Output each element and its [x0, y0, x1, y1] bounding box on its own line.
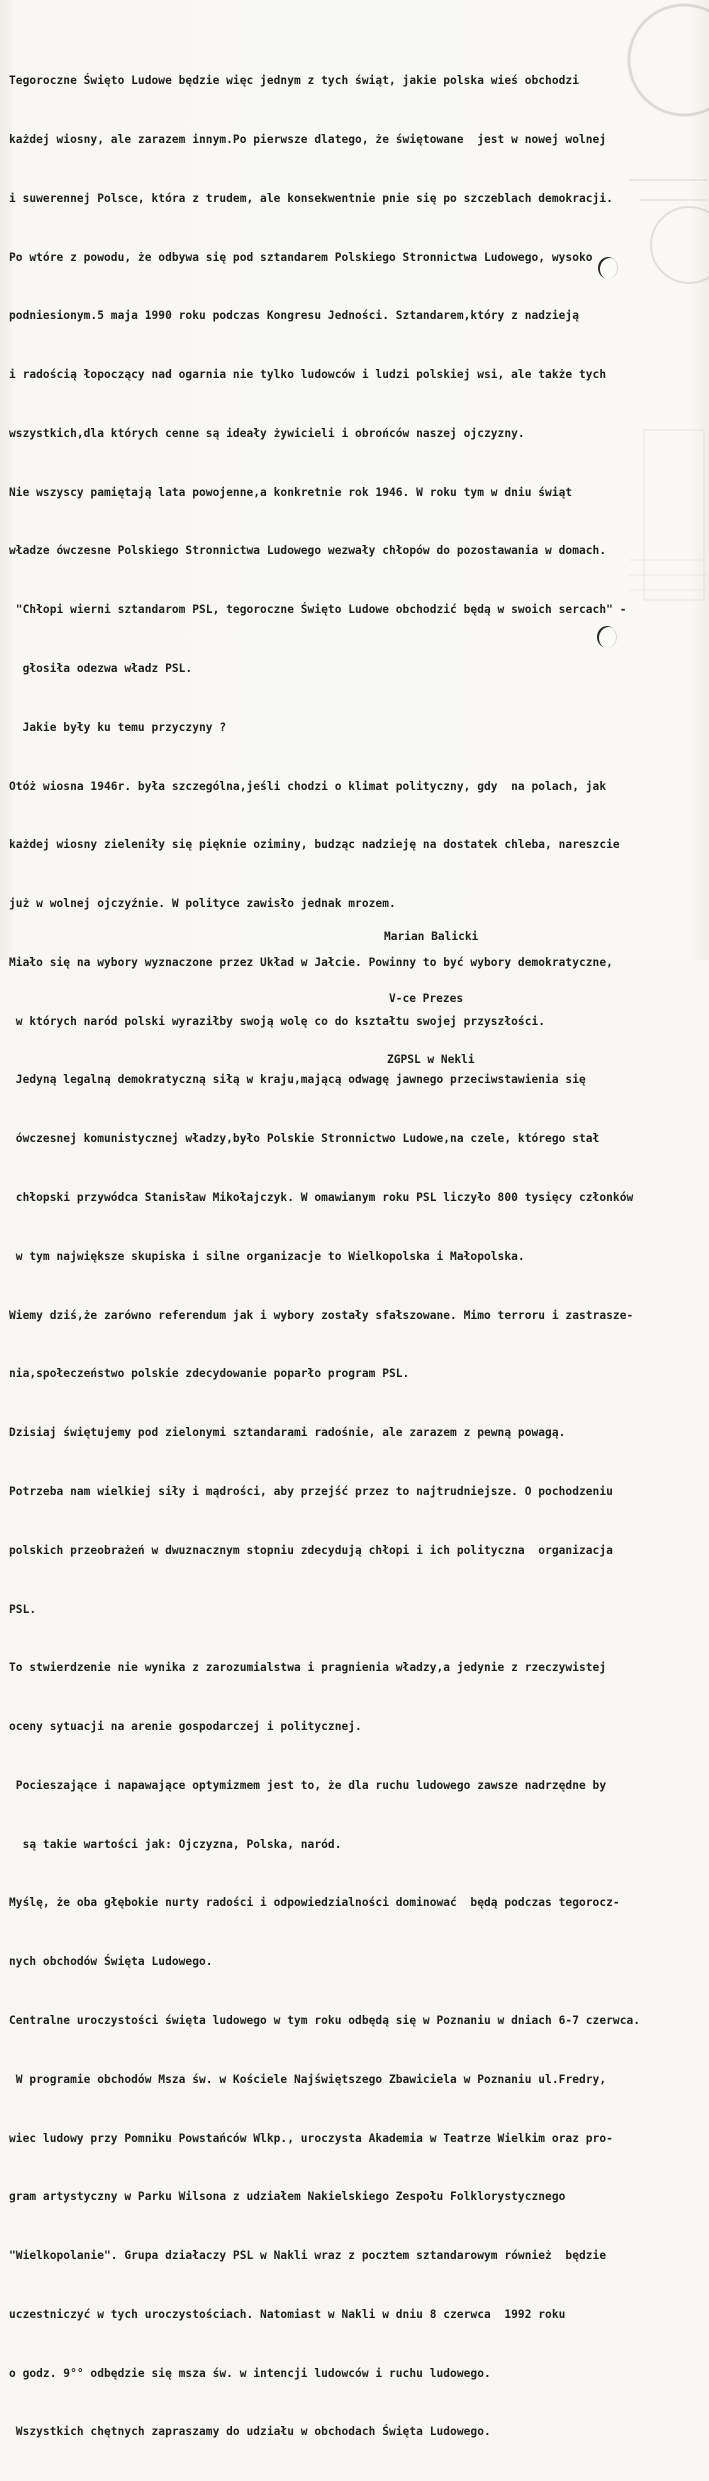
- text-line: "Wielkopolanie". Grupa działaczy PSL w Nakli wraz z pocztem sztandarowym również będzie: [9, 2249, 607, 2263]
- text-line: już w wolnej ojczyźnie. W polityce zawisło jednak mrozem.: [9, 897, 396, 911]
- text-line: wiec ludowy przy Pomniku Powstańców Wlkp., uroczysta Akademia w Teatrze Wielkim oraz pro-: [9, 2131, 613, 2145]
- typed-body-text: [9, 32, 699, 2481]
- text-line: o godz. 9°° odbędzie się msza św. w intencji ludowców i ruchu ludowego.: [9, 2366, 491, 2380]
- text-line: Pocieszające i napawające optymizmem jest to, że dla ruchu ludowego zawsze nadrzędne by: [9, 1778, 607, 1792]
- text-line: W programie obchodów Msza św. w Kościele Najświętszego Zbawiciela w Poznaniu ul.Fredry,: [9, 2072, 607, 2086]
- text-line: w tym największe skupiska i silne organizacje to Wielkopolska i Małopolska.: [9, 1249, 525, 1263]
- text-line: To stwierdzenie nie wynika z zarozumialstwa i pragnienia władzy,a jedynie z rzeczywistej: [9, 1661, 607, 1675]
- text-line: każdej wiosny, ale zarazem innym.Po pierwsze dlatego, że świętowane jest w nowej wolnej: [9, 132, 607, 146]
- text-line: Po wtóre z powodu, że odbywa się pod sztandarem Polskiego Stronnictwa Ludowego, wysoko: [9, 250, 593, 264]
- punch-hole-top: [598, 257, 618, 279]
- signature-block: [384, 886, 478, 1112]
- text-line: "Chłopi wierni sztandarom PSL, tegoroczne Święto Ludowe obchodzić będą w swoich sercach" -: [9, 603, 627, 617]
- punch-hole-bottom: [597, 626, 617, 648]
- text-line: są takie wartości jak: Ojczyzna, Polska, naród.: [9, 1837, 342, 1851]
- text-line: Myślę, że oba głębokie nurty radości i odpowiedzialności dominować będą podczas tegorocz-: [9, 1896, 620, 1910]
- signature-org: ZGPSL w Nekli: [387, 1053, 475, 1066]
- text-line: PSL.: [9, 1602, 37, 1616]
- text-line: podniesionym.5 maja 1990 roku podczas Kongresu Jedności. Sztandarem,który z nadzieją: [9, 309, 579, 323]
- text-line: nia,społeczeństwo polskie zdecydowanie poparło program PSL.: [9, 1367, 410, 1381]
- text-line: Dzisiaj świętujemy pod zielonymi sztandarami radośnie, ale zarazem z pewną powagą.: [9, 1426, 566, 1440]
- signature-name: Marian Balicki: [384, 930, 479, 943]
- text-line: ówczesnej komunistycznej władzy,było Polskie Stronnictwo Ludowe,na czele, którego stał: [9, 1132, 600, 1146]
- text-line: Potrzeba nam wielkiej siły i mądrości, aby przejść przez to najtrudniejsze. O pochodzeniu: [9, 1484, 613, 1498]
- text-line: Wiemy dziś,że zarówno referendum jak i wybory zostały sfałszowane. Mimo terroru i zastrasze-: [9, 1308, 634, 1322]
- text-line: władze ówczesne Polskiego Stronnictwa Ludowego wezwały chłopów do pozostawania w domach.: [9, 544, 607, 558]
- text-line: każdej wiosny zieleniły się pięknie oziminy, budząc nadzieję na dostatek chleba, nareszcie: [9, 838, 620, 852]
- signature-title: V-ce Prezes: [389, 991, 464, 1005]
- text-line: Otóż wiosna 1946r. była szczególna,jeśli chodzi o klimat polityczny, gdy na polach, jak: [9, 779, 607, 793]
- text-line: Miało się na wybory wyznaczone przez Układ w Jałcie. Powinny to być wybory demokratyczne,: [9, 955, 613, 969]
- text-line: wszystkich,dla których cenne są ideały żywicieli i obrońców naszej ojczyzny.: [9, 426, 525, 440]
- text-line: chłopski przywódca Stanisław Mikołajczyk. W omawianym roku PSL liczyło 800 tysięcy członków: [9, 1191, 634, 1205]
- text-line: polskich przeobrażeń w dwuznacznym stopniu zdecydują chłopi i ich polityczna organizacja: [9, 1543, 613, 1557]
- text-line: Centralne uroczystości święta ludowego w tym roku odbędą się w Poznaniu w dniach 6-7 czerwca.: [9, 2013, 641, 2027]
- text-line: i suwerennej Polsce, która z trudem, ale konsekwentnie pnie się po szczeblach demokracji.: [9, 191, 613, 205]
- text-line: Jedyną legalną demokratyczną siłą w kraju,mającą odwagę jawnego przeciwstawienia się: [9, 1073, 586, 1087]
- text-line: uczestniczyć w tych uroczystościach. Natomiast w Nakli w dniu 8 czerwca 1992 roku: [9, 2307, 566, 2321]
- text-line: Tegoroczne Święto Ludowe będzie więc jednym z tych świąt, jakie polska wieś obchodzi: [9, 74, 579, 88]
- text-line: Wszystkich chętnych zapraszamy do udziału w obchodach Święta Ludowego.: [9, 2425, 491, 2439]
- text-line: nych obchodów Święta Ludowego.: [9, 1955, 213, 1969]
- text-line: głosiła odezwa władz PSL.: [9, 662, 193, 675]
- text-line: gram artystyczny w Parku Wilsona z udziałem Nakielskiego Zespołu Folklorystycznego: [9, 2190, 566, 2204]
- text-line: oceny sytuacji na arenie gospodarczej i politycznej.: [9, 1720, 362, 1734]
- text-line: Nie wszyscy pamiętają lata powojenne,a konkretnie rok 1946. W roku tym w dniu świąt: [9, 485, 573, 499]
- text-line: i radością łopoczący nad ogarnia nie tylko ludowców i ludzi polskiej wsi, ale także tych: [9, 368, 607, 382]
- text-line: Jakie były ku temu przyczyny ?: [9, 720, 227, 734]
- text-line: w których naród polski wyraziłby swoją wolę co do kształtu swojej przyszłości.: [9, 1014, 546, 1028]
